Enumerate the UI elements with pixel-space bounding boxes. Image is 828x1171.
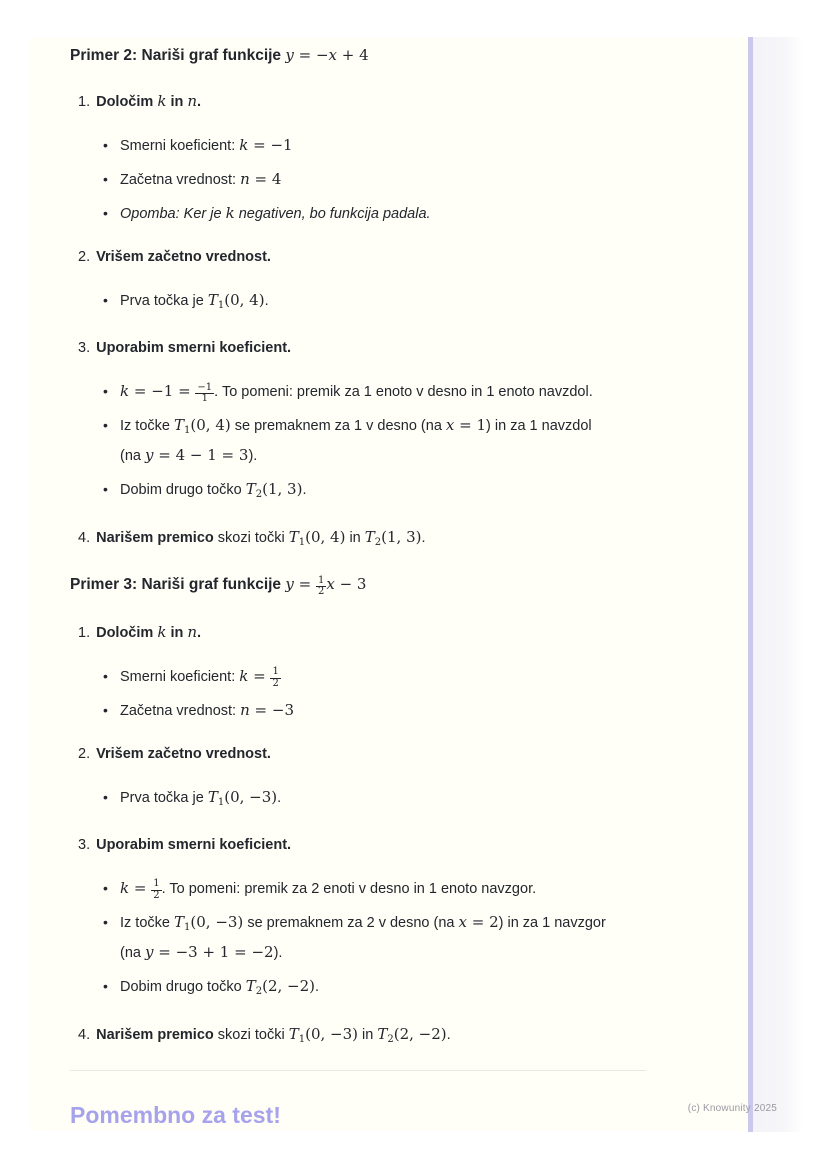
divider — [70, 1070, 646, 1071]
text-segment: Smerni koeficient: — [120, 138, 240, 154]
text-segment: = — [293, 575, 316, 593]
text-segment: = 4 − 1 = 3 — [153, 446, 249, 464]
text-segment: . To pomeni: premik za 2 enoti v desno in 1 enoto navzgor. — [161, 880, 537, 897]
numbered-item — [70, 833, 646, 858]
bullet-item — [70, 413, 646, 469]
fraction-denominator: 1 — [201, 393, 208, 404]
text-segment: y — [145, 942, 154, 961]
text-segment: . To pomeni: premik za 1 enoto v desno in 1 enoto navzdol. — [214, 384, 593, 400]
bullet-item — [70, 167, 646, 193]
text-segment: 1 — [217, 796, 225, 808]
text-segment: Začetna vrednost: — [120, 172, 241, 188]
bullet-item — [70, 974, 646, 1004]
text-segment: = — [129, 878, 152, 897]
text-segment: (0, 4) — [224, 291, 265, 309]
text-segment: n — [187, 92, 198, 110]
text-segment: se premaknem za 2 v desno (na — [243, 914, 459, 931]
copyright-text: (c) Knowunity 2025 — [687, 1103, 777, 1114]
page-divider-bar — [748, 37, 753, 1132]
list-number: 3. — [78, 836, 91, 853]
text-segment: skozi točki — [213, 1026, 289, 1043]
text-segment: . — [315, 978, 320, 995]
text-segment: T — [364, 528, 375, 546]
fraction-denominator: 2 — [272, 677, 279, 689]
next-page-preview — [753, 37, 803, 1132]
text-segment: T — [174, 416, 185, 434]
bullet-icon: • — [103, 383, 108, 399]
text-segment: Primer 3: Nariši graf funkcije — [70, 576, 286, 593]
text-segment: . — [277, 789, 282, 806]
text-segment: 1 — [184, 921, 191, 933]
text-segment: x — [328, 46, 337, 64]
text-segment: 2 — [374, 537, 382, 548]
text-segment: negativen, bo funkcija padala. — [234, 206, 431, 222]
text-segment: Smerni koeficient: — [120, 668, 240, 685]
list-number: 1. — [78, 624, 91, 641]
text-segment: Iz točke — [120, 418, 174, 434]
fraction-numerator: 1 — [272, 666, 279, 677]
text-segment: k — [120, 878, 130, 897]
text-segment: Opomba: Ker je — [120, 206, 226, 222]
text-segment: T — [245, 976, 256, 995]
text-segment: k — [225, 204, 235, 222]
text-segment: . — [197, 624, 202, 641]
list-number: 4. — [78, 530, 91, 546]
text-segment: in — [345, 530, 365, 546]
bullet-icon: • — [103, 701, 108, 718]
text-segment: Uporabim smerni koeficient. — [96, 340, 292, 356]
text-segment: = — [248, 666, 271, 685]
math-fraction — [316, 576, 326, 598]
text-segment: (0, −3) — [224, 787, 278, 806]
bullet-item — [70, 379, 646, 405]
text-segment: Primer 2: Nariši graf funkcije — [70, 47, 286, 64]
bullet-icon: • — [103, 977, 108, 994]
list-number: 3. — [78, 340, 91, 356]
text-segment: x — [445, 416, 455, 434]
text-segment: . — [421, 530, 426, 546]
numbered-item — [70, 1022, 646, 1052]
text-segment: (0, −3) — [305, 1024, 358, 1043]
text-segment: (0, −3) — [190, 912, 244, 931]
text-segment: = −3 — [249, 700, 294, 719]
text-segment: − 3 — [334, 575, 367, 593]
bullet-icon: • — [103, 417, 108, 433]
text-segment: (2, −2) — [262, 976, 316, 995]
text-segment: 2 — [255, 985, 263, 997]
bullet-icon: • — [103, 137, 108, 153]
text-segment: (na — [120, 944, 145, 961]
text-segment: se premaknem za 1 v desno (na — [230, 418, 446, 434]
text-segment: Določim — [96, 94, 158, 110]
text-segment: T — [288, 1024, 299, 1043]
numbered-item — [70, 245, 646, 270]
text-segment: 1 — [184, 425, 191, 436]
bullet-icon: • — [103, 913, 108, 930]
bullet-item — [70, 664, 646, 690]
text-segment: k — [120, 382, 130, 400]
text-segment: Pomembno za test! — [70, 1101, 281, 1128]
text-segment: Vrišem začetno vrednost. — [96, 745, 271, 762]
text-segment: Določim — [96, 624, 158, 641]
text-segment: T — [207, 787, 218, 806]
text-segment: Prva točka je — [120, 789, 208, 806]
text-segment: T — [207, 291, 218, 309]
text-segment: y — [285, 46, 294, 64]
text-segment: (2, −2) — [393, 1024, 447, 1043]
bullet-item-note — [70, 201, 646, 227]
text-segment: in — [166, 94, 188, 110]
list-number: 1. — [78, 94, 91, 110]
fraction-numerator: 1 — [153, 878, 160, 889]
bullet-icon: • — [103, 481, 108, 497]
text-segment: Iz točke — [120, 914, 174, 931]
document-content — [70, 37, 646, 1129]
text-segment: 1 — [217, 300, 225, 311]
bullet-icon: • — [103, 667, 108, 684]
text-segment: ). — [273, 944, 283, 961]
text-segment: Narišem premico — [96, 1026, 214, 1043]
numbered-item — [70, 742, 646, 767]
bullet-icon: • — [103, 205, 108, 221]
text-segment: (1, 3) — [381, 528, 422, 546]
text-segment: = −3 + 1 = −2 — [153, 942, 274, 961]
text-segment: . — [197, 94, 202, 110]
list-number: 2. — [78, 249, 91, 265]
text-segment: . — [264, 293, 269, 309]
text-segment: k — [157, 92, 167, 110]
text-segment: Vrišem začetno vrednost. — [96, 249, 271, 265]
text-segment: + 4 — [337, 46, 369, 64]
bullet-icon: • — [103, 171, 108, 187]
numbered-item — [70, 620, 646, 646]
fraction-numerator: 1 — [317, 574, 325, 586]
text-segment: . — [302, 482, 307, 498]
text-segment: Prva točka je — [120, 293, 208, 309]
bullet-item — [70, 477, 646, 507]
text-segment: k — [239, 136, 249, 154]
text-segment: in — [358, 1026, 378, 1043]
text-segment: 1 — [298, 1033, 306, 1045]
text-segment: = 2 — [466, 912, 499, 931]
text-segment: = 1 — [454, 416, 487, 434]
text-segment: n — [240, 170, 250, 188]
text-segment: x — [326, 575, 335, 593]
text-segment: (na — [120, 448, 145, 464]
fraction-denominator: 2 — [153, 889, 160, 901]
text-segment: = −1 = — [129, 382, 196, 400]
bullet-icon: • — [103, 879, 108, 896]
text-segment: k — [157, 622, 167, 641]
heading-primer-3 — [70, 573, 646, 598]
bullet-item — [70, 785, 646, 815]
text-segment: . — [446, 1026, 451, 1043]
bullet-icon: • — [103, 788, 108, 805]
bullet-icon: • — [103, 292, 108, 308]
text-segment: Narišem premico — [96, 530, 214, 546]
text-segment: 2 — [255, 489, 263, 500]
fraction-numerator: −1 — [197, 381, 213, 393]
bullet-item — [70, 698, 646, 724]
text-segment: 2 — [387, 1033, 394, 1045]
numbered-item — [70, 525, 646, 555]
text-segment: Dobim drugo točko — [120, 978, 246, 995]
list-number: 4. — [78, 1026, 91, 1043]
heading-primer-2 — [70, 44, 646, 67]
bullet-item — [70, 288, 646, 318]
text-segment: (1, 3) — [262, 480, 303, 498]
math-fraction — [151, 879, 161, 901]
text-segment: = −1 — [248, 136, 293, 154]
text-segment: T — [174, 912, 185, 931]
text-segment: n — [240, 700, 250, 719]
text-segment: Začetna vrednost: — [120, 702, 241, 719]
text-segment: (0, 4) — [305, 528, 346, 546]
text-segment: k — [239, 666, 249, 685]
fraction-denominator: 2 — [317, 586, 325, 597]
math-fraction — [195, 383, 214, 405]
text-segment: = − — [293, 46, 329, 64]
text-segment: ) in za 1 navzgor — [498, 914, 606, 931]
bullet-item — [70, 876, 646, 902]
text-segment: y — [285, 575, 294, 593]
text-segment: in — [166, 624, 188, 641]
text-segment: ). — [248, 448, 258, 464]
text-segment: skozi točki — [213, 530, 289, 546]
text-segment: Dobim drugo točko — [120, 482, 246, 498]
text-segment: T — [288, 528, 299, 546]
text-segment: Uporabim smerni koeficient. — [96, 836, 292, 853]
numbered-item — [70, 89, 646, 115]
text-segment: ) in za 1 navzdol — [486, 418, 592, 434]
numbered-item — [70, 336, 646, 361]
bullet-item — [70, 133, 646, 159]
callout-heading — [70, 1101, 646, 1129]
text-segment: y — [145, 446, 154, 464]
list-number: 2. — [78, 745, 91, 762]
bullet-item — [70, 910, 646, 966]
text-segment: n — [187, 622, 198, 641]
text-segment: (0, 4) — [190, 416, 231, 434]
text-segment: T — [245, 480, 256, 498]
math-fraction — [270, 667, 280, 689]
text-segment: = 4 — [249, 170, 282, 188]
text-segment: x — [458, 912, 467, 931]
text-segment: 1 — [298, 537, 306, 548]
document-page — [30, 37, 748, 1131]
text-segment: T — [377, 1024, 388, 1043]
